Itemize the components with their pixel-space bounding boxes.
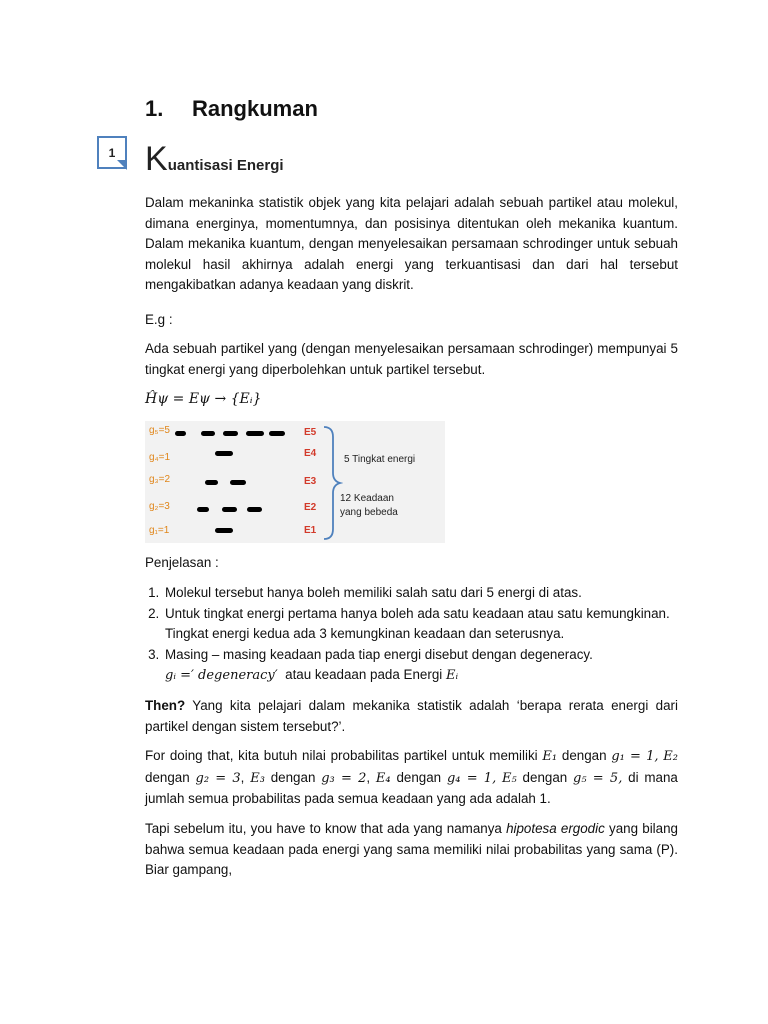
then-text: Yang kita pelajari dalam mekanika statistik adalah ‘berapa rerata energi dari partikel dengan sistem tersebut?’. [145, 698, 678, 734]
math-e4: E₄ [375, 770, 391, 786]
badge-label: 1 [108, 145, 116, 160]
e1-label: E1 [304, 525, 317, 536]
penjelasan-label [145, 553, 678, 574]
badge-fold-icon [117, 160, 127, 170]
list-item-text: Tingkat energi kedua ada 3 kemungkinan keadaan dan seterusnya. [165, 626, 565, 641]
subheading-initial: K [145, 140, 168, 178]
math-e1: E₁ [542, 749, 558, 764]
curly-brace-icon [321, 425, 343, 541]
g5-label: g₅=5 [149, 425, 170, 436]
e5-label: E5 [304, 427, 317, 438]
state-dash [246, 431, 264, 436]
section-title: Rangkuman [192, 96, 318, 121]
list-item [163, 645, 703, 687]
energy-level-diagram [145, 421, 445, 543]
e4-label: E4 [304, 448, 317, 459]
intro-paragraph [145, 193, 678, 296]
state-dash [205, 480, 218, 485]
example-paragraph [145, 339, 678, 380]
math-g4: g₄ = 1, [446, 770, 497, 786]
eg-label [145, 310, 678, 331]
state-dash [175, 431, 186, 436]
math-e5: E₅ [502, 770, 517, 786]
math-g3: g₃ = 2 [321, 770, 367, 786]
tapi-paragraph [145, 819, 678, 881]
fordoing-text: For doing that, kita butuh nilai probabilitas partikel untuk memiliki [145, 748, 538, 763]
e2-label: E2 [304, 502, 317, 513]
e3-label: E3 [304, 476, 317, 487]
intro-text: Dalam mekaninka statistik objek yang kita pelajari adalah sebuah partikel atau molekul, dimana energinya, momentumnya, dan posisinya ditentukan oleh mekanika kuantum. Dalam mekanika kuantum, dengan menyelesaikan persamaan schrodinger untuk sebuah molekul hasil akhirnya adalah energi yang terkuantisasi dan dari hal tersebut mengakibatkan adanya keadaan yang diskrit. [145, 195, 678, 292]
subheading [145, 142, 284, 176]
state-dash [197, 507, 209, 512]
state-dash [230, 480, 246, 485]
list-item [163, 583, 703, 604]
then-paragraph [145, 696, 678, 737]
eg-text: E.g : [145, 312, 173, 327]
section-number: 1. [145, 96, 164, 121]
g1-label: g₁=1 [149, 525, 170, 536]
hipotesa-ergodic-term: hipotesa ergodic [506, 821, 605, 836]
fordoing-text: , [366, 769, 371, 785]
math-g5: g₅ = 5, [573, 770, 623, 786]
then-label: Then? [145, 698, 186, 713]
fordoing-paragraph [145, 746, 678, 810]
schrodinger-equation: Ĥψ = Eψ → {Eᵢ} [145, 391, 262, 407]
list-item-text: Untuk tingkat energi pertama hanya boleh ada satu keadaan atau satu kemungkinan. [165, 605, 670, 621]
brace-bottom-label-1: 12 Keadaan [340, 493, 394, 504]
state-dash [215, 528, 233, 533]
list-item-text: Molekul tersebut hanya boleh memiliki salah satu dari 5 energi di atas. [165, 585, 582, 600]
g3-label: g₃=2 [149, 474, 171, 485]
g4-label: g₄=1 [149, 452, 171, 463]
state-dash [223, 431, 238, 436]
penjelasan-text: Penjelasan : [145, 555, 219, 570]
math-e3: E₃ [250, 770, 265, 786]
fordoing-text: dengan [522, 769, 568, 785]
state-dash [222, 507, 237, 512]
fordoing-text: , [240, 769, 245, 785]
state-dash [269, 431, 285, 436]
subheading-rest: uantisasi Energi [167, 157, 284, 174]
math-g1: g₁ = 1, [611, 749, 659, 764]
fordoing-text: di mana jumlah semua probabilitas pada semua keadaan yang ada adalah 1. [145, 769, 678, 806]
brace-bottom-label-2: yang bebeda [340, 507, 398, 518]
state-dash [215, 451, 233, 456]
math-g2: g₂ = 3 [195, 770, 241, 786]
tapi-text: yang bilang bahwa semua keadaan pada energi yang sama memiliki nilai probabilitas yang sama (P). Biar gampang, [145, 821, 678, 877]
explanation-list [145, 583, 703, 687]
list-item [163, 604, 703, 645]
example-text: Ada sebuah partikel yang (dengan menyelesaikan persamaan schrodinger) mempunyai 5 tingkat energi yang diperbolehkan untuk partikel tersebut. [145, 341, 678, 377]
degeneracy-formula: gᵢ =′ degeneracy′ [165, 668, 278, 683]
fordoing-text: dengan [396, 769, 442, 785]
g2-label: g₂=3 [149, 501, 170, 512]
ei-symbol: Eᵢ [445, 668, 459, 683]
tapi-text: Tapi sebelum itu, you have to know that ada yang namanya [145, 821, 502, 836]
list-item-text: atau keadaan pada Energi [285, 667, 443, 682]
fordoing-text: dengan [145, 769, 190, 785]
section-heading [145, 96, 318, 122]
math-e2: E₂ [663, 749, 678, 764]
list-item-text: Masing – masing keadaan pada tiap energi disebut dengan degeneracy. [165, 646, 593, 662]
state-dash [247, 507, 262, 512]
fordoing-text: dengan [270, 769, 316, 785]
fordoing-text: dengan [561, 748, 607, 763]
state-dash [201, 431, 215, 436]
brace-top-label: 5 Tingkat energi [344, 454, 416, 465]
